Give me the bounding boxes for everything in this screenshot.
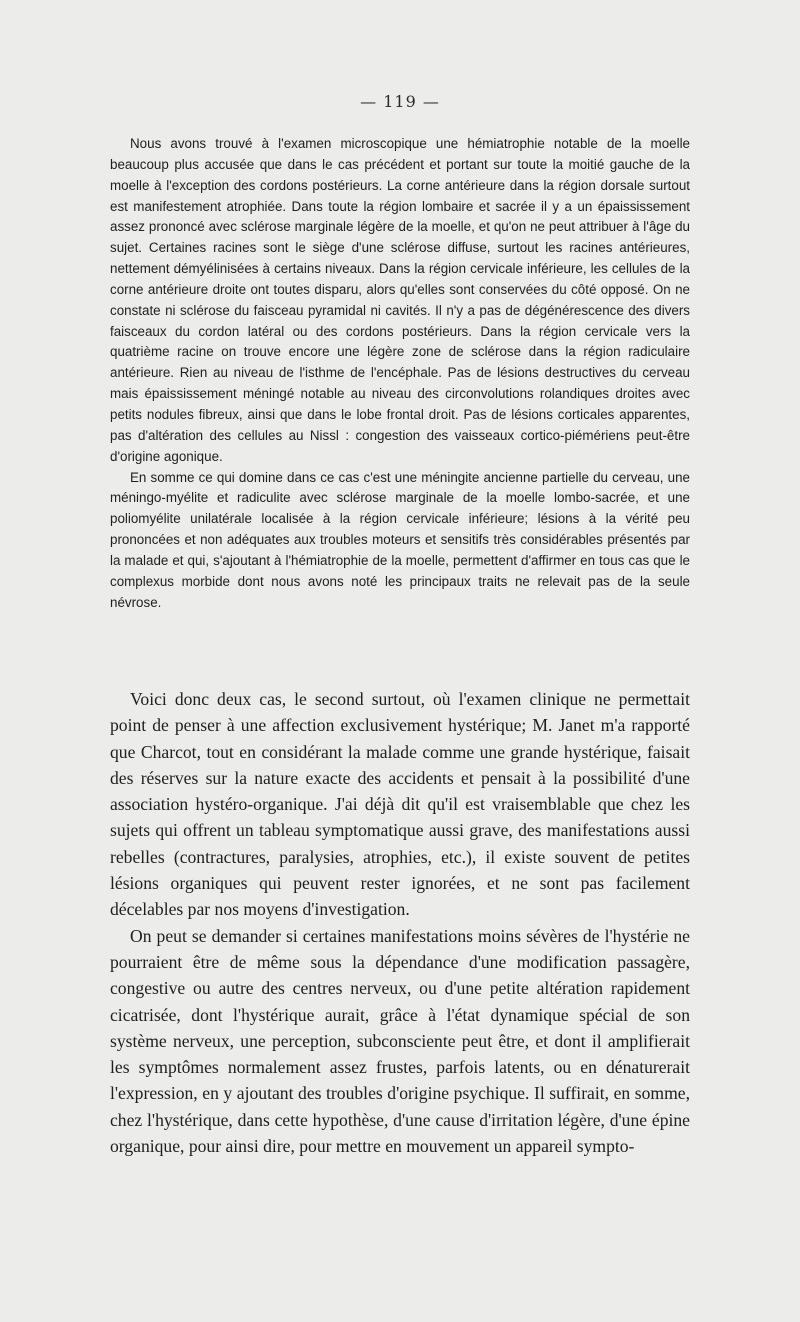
paragraph-summary: En somme ce qui domine dans ce cas c'est une méningite ancienne partielle du cerveau, une méningo-myélite et radiculite avec sclérose marginale de la moelle lombo-sacrée, et une poliomyélite unilatérale localisée à la région cervicale inférieure; lésions à la vérité peu prononcées et non adéquates aux troubles moteurs et sensitifs très considérables présentés par la malade et qui, s'ajoutant à l'hémiatrophie de la moelle, permettent d'affirmer en tous cas que le complexus morbide dont nous avons noté les principaux traits ne relevait pas de la seule névrose.: [110, 469, 690, 610]
page-number: — 119 —: [360, 92, 440, 111]
paragraph-autopsy-findings: Nous avons trouvé à l'examen microscopique une hémiatrophie notable de la moelle beaucoup plus accusée que dans le cas précédent et portant sur toute la moitié gauche de la moelle à l'exception des cordons postérieurs. La corne antérieure dans la région dorsale surtout est manifestement atrophiée. Dans toute la région lombaire et sacrée il y a un épaississement assez prononcé avec sclérose marginale légère de la moelle, et qu'on ne peut attribuer à l'âge du sujet. Certaines racines sont le siège d'une sclérose diffuse, surtout les racines antérieures, nettement démyélinisées à certains niveaux. Dans la région cervicale inférieure, les cellules de la corne antérieure droite ont toutes disparu, alors qu'elles sont conservées du côté opposé. On ne constate ni sclérose du faisceau pyramidal ni cavités. Il n'y a pas de dégénérescence des divers faisceaux du cordon latéral ou des cordons postérieurs. Dans la région cervicale vers la quatrième racine on trouve encore une légère zone de sclérose dans la région radiculaire antérieure. Rien au niveau de l'isthme de l'encéphale. Pas de lésions destructives du cerveau mais épaississement méningé notable au niveau des circonvolutions rolandiques droites avec petits nodules fibreux, ainsi que dans le lobe frontal droit. Pas de lésions corticales apparentes, pas d'altération des cellules au Nissl : congestion des vaisseaux cortico-piémériens peut-être d'origine agonique.: [110, 136, 690, 464]
paragraph-two-cases: Voici donc deux cas, le second surtout, où l'examen clinique ne permettait point de penser à une affection exclusivement hystérique; M. Janet m'a rapporté que Charcot, tout en considérant la malade comme une grande hystérique, faisait des réserves sur la nature exacte des accidents et pensait à la possibilité d'une association hystéro-organique. J'ai déjà dit qu'il est vraisemblable que chez les sujets qui offrent un tableau symptomatique aussi grave, des manifestations aussi rebelles (contractures, paralysies, atrophies, etc.), il existe souvent de petites lésions organiques qui peuvent rester ignorées, et ne sont pas facilement décelables par nos moyens d'investigation.: [110, 689, 690, 920]
small-print-section: [110, 134, 690, 613]
main-text-section: [110, 686, 690, 1159]
paragraph-hypothesis: On peut se demander si certaines manifestations moins sévères de l'hystérie ne pourraient être de même sous la dépendance d'une modification passagère, congestive ou autre des centres nerveux, ou d'une petite altération rapidement cicatrisée, dont l'hystérique aurait, grâce à l'état dynamique spécial de son système nerveux, une perception, subconsciente peut être, et dont il amplifierait les symptômes normalement assez frustes, parfois latents, ou en dénaturerait l'expression, en y ajoutant des troubles d'origine psychique. Il suffirait, en somme, chez l'hystérique, dans cette hypothèse, d'une cause d'irritation légère, d'une épine organique, pour ainsi dire, pour mettre en mouvement un appareil sympto-: [110, 925, 690, 1157]
